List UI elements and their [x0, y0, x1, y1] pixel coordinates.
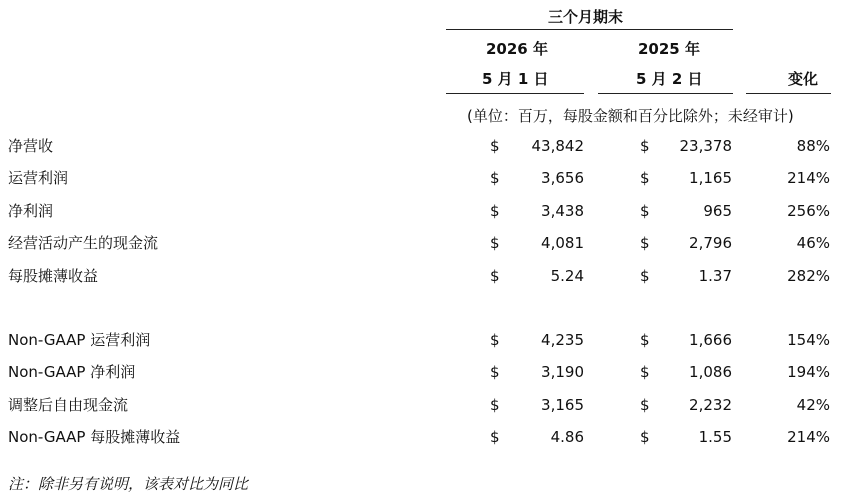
col1-value: 4.86	[550, 428, 584, 446]
col2-currency: $	[640, 396, 650, 414]
col2-header-rule	[598, 93, 733, 94]
col2-value: 965	[703, 202, 732, 220]
col1-value: 3,190	[541, 363, 584, 381]
col2-value: 2,796	[689, 234, 732, 252]
change-value: 194%	[787, 363, 830, 381]
col1-currency: $	[490, 137, 500, 155]
col1-currency: $	[490, 331, 500, 349]
change-value: 214%	[787, 428, 830, 446]
table-row	[0, 199, 856, 223]
col1-currency: $	[490, 363, 500, 381]
col2-value: 1,666	[689, 331, 732, 349]
col1-currency: $	[490, 169, 500, 187]
col1-value: 3,165	[541, 396, 584, 414]
change-value: 46%	[796, 234, 830, 252]
row-label: 每股摊薄收益	[8, 267, 99, 285]
col1-year-header: 2026 年	[486, 40, 548, 58]
period-header: 三个月期末	[548, 8, 624, 26]
col2-currency: $	[640, 428, 650, 446]
col2-currency: $	[640, 234, 650, 252]
col2-currency: $	[640, 267, 650, 285]
col1-currency: $	[490, 234, 500, 252]
change-value: 214%	[787, 169, 830, 187]
table-row	[0, 231, 856, 255]
table-row	[0, 134, 856, 158]
col2-value: 1.55	[698, 428, 732, 446]
row-label: Non-GAAP 净利润	[8, 363, 136, 381]
change-value: 88%	[796, 137, 830, 155]
col2-value: 2,232	[689, 396, 732, 414]
col1-date-header: 5 月 1 日	[482, 70, 549, 88]
col2-currency: $	[640, 331, 650, 349]
change-header: 变化	[788, 70, 819, 88]
change-value: 256%	[787, 202, 830, 220]
table-row	[0, 166, 856, 190]
col1-currency: $	[490, 267, 500, 285]
table-row	[0, 360, 856, 384]
col2-value: 1,086	[689, 363, 732, 381]
col1-value: 43,842	[531, 137, 584, 155]
footnote: 注：除非另有说明，该表对比为同比	[8, 475, 249, 493]
col2-value: 1.37	[698, 267, 732, 285]
col2-currency: $	[640, 169, 650, 187]
col2-value: 1,165	[689, 169, 732, 187]
change-header-rule	[746, 93, 831, 94]
period-header-rule	[446, 29, 733, 30]
row-label: Non-GAAP 运营利润	[8, 331, 151, 349]
col1-value: 4,235	[541, 331, 584, 349]
row-label: 净营收	[8, 137, 54, 155]
col2-date-header: 5 月 2 日	[636, 70, 703, 88]
table-row	[0, 264, 856, 288]
col1-value: 3,438	[541, 202, 584, 220]
col1-currency: $	[490, 428, 500, 446]
change-value: 42%	[796, 396, 830, 414]
row-label: Non-GAAP 每股摊薄收益	[8, 428, 181, 446]
row-label: 运营利润	[8, 169, 69, 187]
units-note: (单位：百万，每股金额和百分比除外；未经审计)	[467, 107, 794, 125]
col2-value: 23,378	[679, 137, 732, 155]
col2-year-header: 2025 年	[638, 40, 700, 58]
col2-currency: $	[640, 363, 650, 381]
change-value: 154%	[787, 331, 830, 349]
row-label: 经营活动产生的现金流	[8, 234, 159, 252]
col1-currency: $	[490, 396, 500, 414]
change-value: 282%	[787, 267, 830, 285]
table-row	[0, 425, 856, 449]
col1-value: 5.24	[550, 267, 584, 285]
col1-header-rule	[446, 93, 584, 94]
col2-currency: $	[640, 202, 650, 220]
col1-value: 3,656	[541, 169, 584, 187]
table-row	[0, 328, 856, 352]
col1-currency: $	[490, 202, 500, 220]
row-label: 调整后自由现金流	[8, 396, 129, 414]
table-row	[0, 393, 856, 417]
col1-value: 4,081	[541, 234, 584, 252]
col2-currency: $	[640, 137, 650, 155]
row-label: 净利润	[8, 202, 54, 220]
